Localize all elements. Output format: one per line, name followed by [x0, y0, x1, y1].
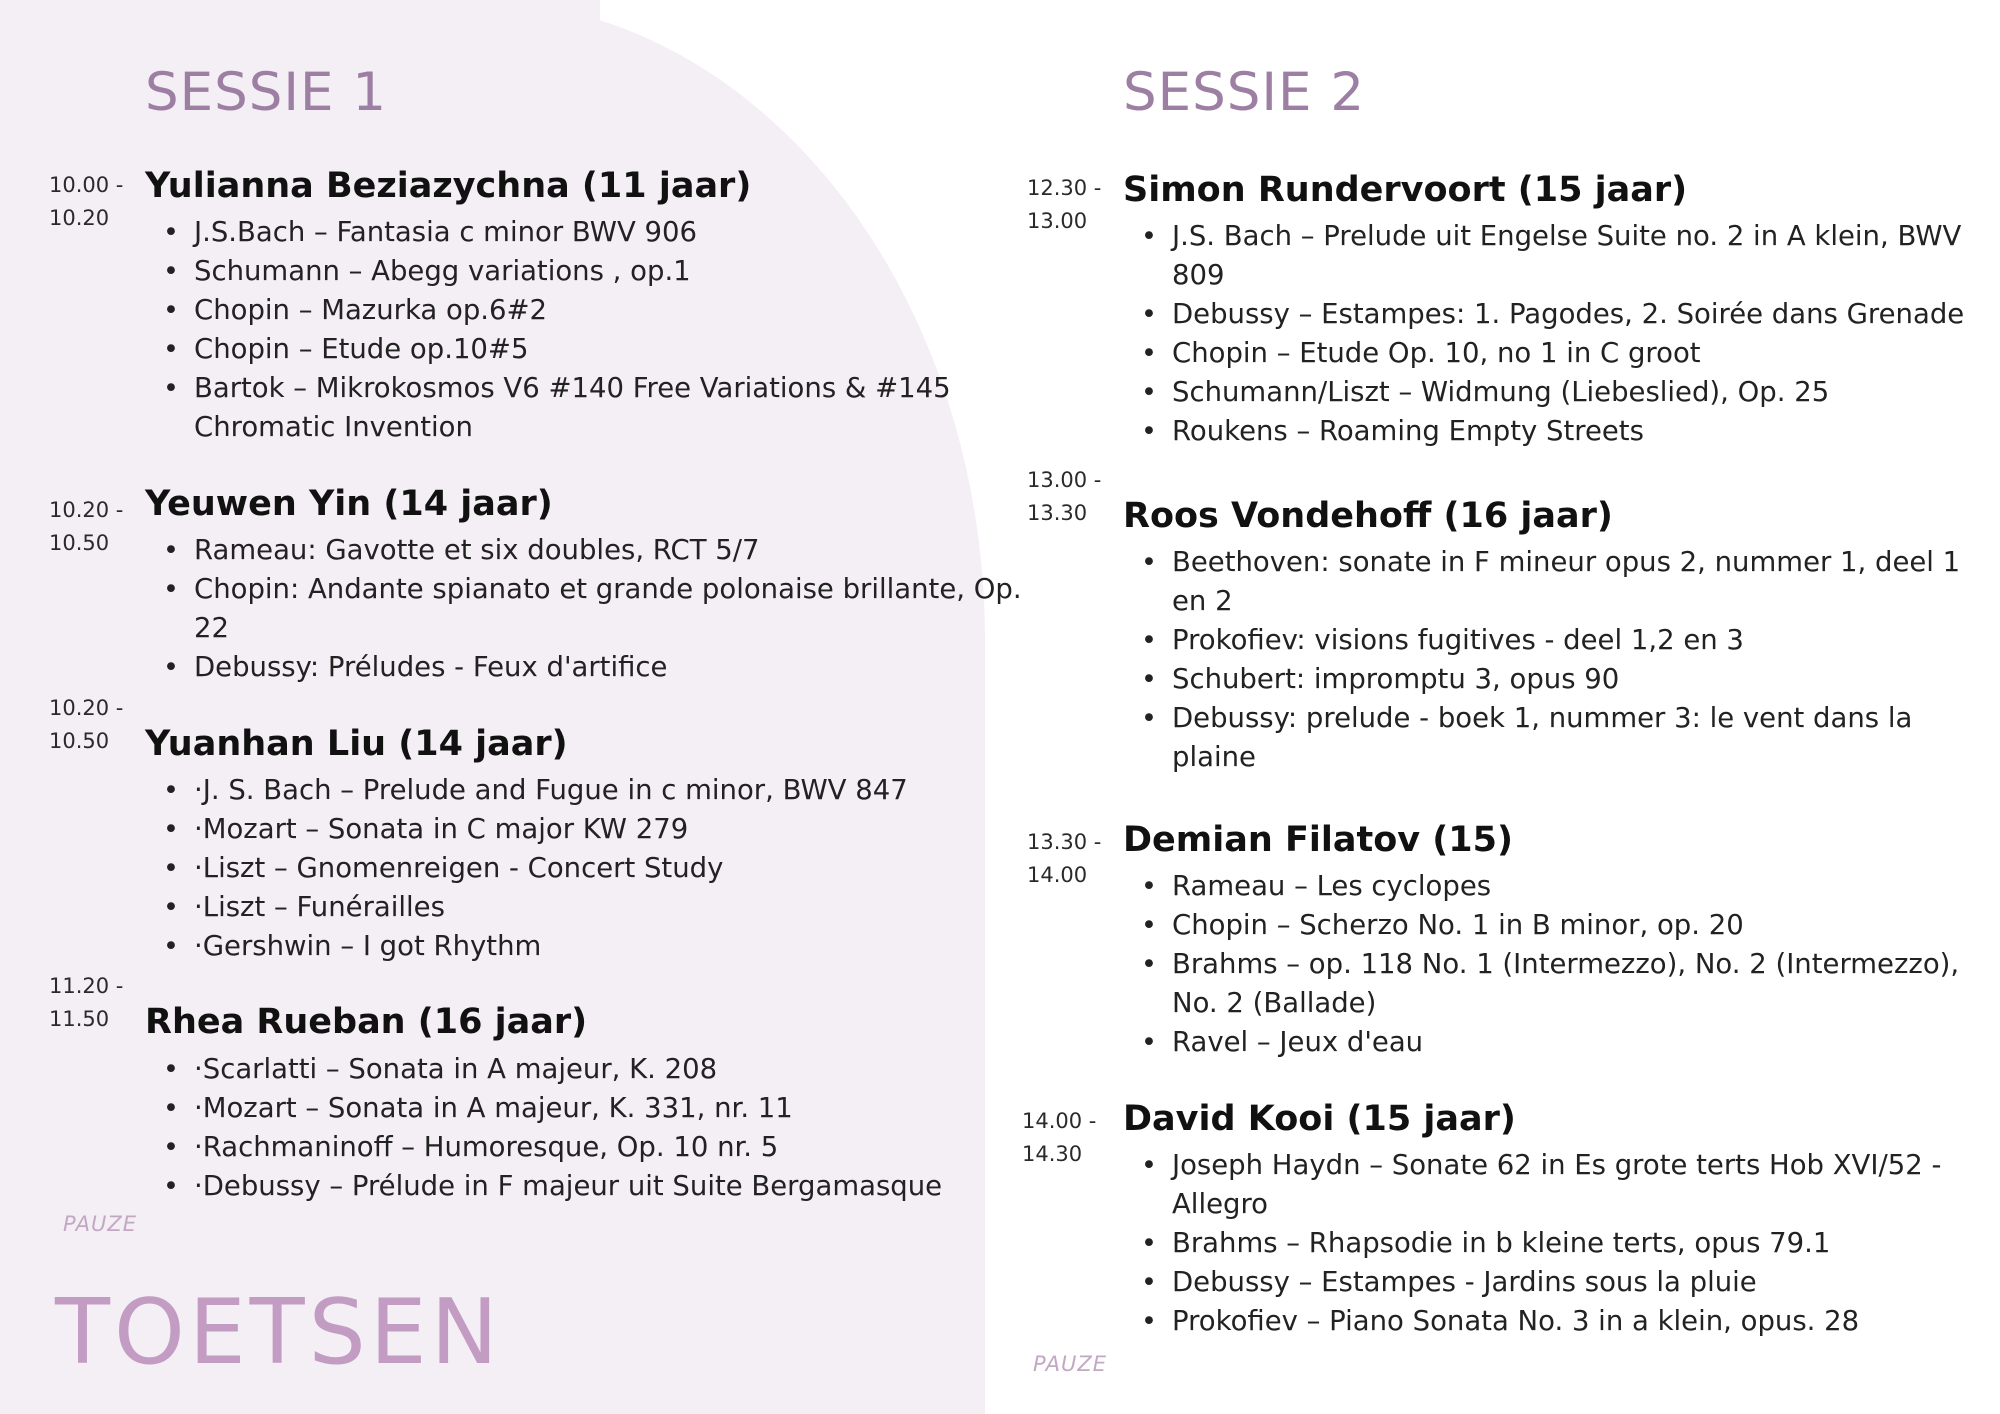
piece-item: • ·Mozart – Sonata in A majeur, K. 331, nr. 11 — [145, 1089, 1025, 1128]
piece-item: • Brahms – op. 118 No. 1 (Intermezzo), No. 2 (Intermezzo), No. 2 (Ballade) — [1123, 945, 1983, 1023]
piece-item: • ·Liszt – Gnomenreigen - Concert Study — [145, 849, 1025, 888]
piece-item: • Chopin – Etude Op. 10, no 1 in C groot — [1123, 334, 1993, 373]
piece-item: • Chopin – Scherzo No. 1 in B minor, op. 20 — [1123, 906, 1983, 945]
slot-time: 12.30 - 13.00 — [1027, 176, 1102, 233]
piece-list — [1123, 1146, 1983, 1341]
piece-item: • Schumann/Liszt – Widmung (Liebeslied), Op. 25 — [1123, 373, 1993, 412]
piece-list — [1123, 867, 1983, 1062]
performer-name: Roos Vondehoff (16 jaar) — [1123, 496, 1613, 536]
piece-item: • Debussy – Estampes - Jardins sous la pluie — [1123, 1263, 1983, 1302]
slot-time: 14.00 - 14.30 — [1022, 1109, 1097, 1166]
session-2-title: SESSIE 2 — [1123, 62, 1366, 123]
performer-name: Yeuwen Yin (14 jaar) — [145, 484, 553, 524]
piece-list — [145, 1050, 1025, 1206]
performer-name: Demian Filatov (15) — [1123, 820, 1513, 860]
piece-item: • ·Debussy – Prélude in F majeur uit Suite Bergamasque — [145, 1167, 1025, 1206]
piece-list — [1123, 543, 1983, 777]
slot-time: 13.30 - 14.00 — [1027, 830, 1102, 887]
piece-item: • Rameau: Gavotte et six doubles, RCT 5/7 — [145, 531, 1025, 570]
piece-item: • Prokofiev – Piano Sonata No. 3 in a klein, opus. 28 — [1123, 1302, 1983, 1341]
session-1-title: SESSIE 1 — [145, 62, 388, 123]
piece-list — [145, 531, 1025, 687]
pauze-label: PAUZE — [63, 1212, 138, 1236]
piece-list — [145, 213, 1025, 447]
piece-item: • ·Mozart – Sonata in C major KW 279 — [145, 810, 1025, 849]
piece-item: • Chopin – Mazurka op.6#2 — [145, 291, 1025, 330]
piece-item: • Debussy – Estampes: 1. Pagodes, 2. Soirée dans Grenade — [1123, 295, 1993, 334]
performer-name: Yulianna Beziazychna (11 jaar) — [145, 166, 752, 206]
piece-item: • ·Rachmaninoff – Humoresque, Op. 10 nr. 5 — [145, 1128, 1025, 1167]
piece-item: • Prokofiev: visions fugitives - deel 1,2 en 3 — [1123, 621, 1983, 660]
piece-item: • Chopin – Etude op.10#5 — [145, 330, 1025, 369]
piece-item: • ·J. S. Bach – Prelude and Fugue in c minor, BWV 847 — [145, 771, 1025, 810]
piece-item: • Chopin: Andante spianato et grande polonaise brillante, Op. 22 — [145, 570, 1025, 648]
piece-item: • J.S.Bach – Fantasia c minor BWV 906 — [145, 213, 1025, 252]
slot-time: 10.00 - 10.20 — [49, 173, 124, 230]
piece-list — [145, 771, 1025, 966]
piece-item: • Schubert: impromptu 3, opus 90 — [1123, 660, 1983, 699]
piece-list — [1123, 217, 1993, 451]
piece-item: • Ravel – Jeux d'eau — [1123, 1023, 1983, 1062]
piece-item: • J.S. Bach – Prelude uit Engelse Suite no. 2 in A klein, BWV 809 — [1123, 217, 1993, 295]
piece-item: • Roukens – Roaming Empty Streets — [1123, 412, 1993, 451]
piece-item: • ·Scarlatti – Sonata in A majeur, K. 208 — [145, 1050, 1025, 1089]
piece-item: • Debussy: Préludes - Feux d'artifice — [145, 648, 1025, 687]
piece-item: • Schumann – Abegg variations , op.1 — [145, 252, 1025, 291]
performer-name: Simon Rundervoort (15 jaar) — [1123, 170, 1688, 210]
piece-item: • ·Gershwin – I got Rhythm — [145, 927, 1025, 966]
piece-item: • Joseph Haydn – Sonate 62 in Es grote terts Hob XVI/52 - Allegro — [1123, 1146, 1983, 1224]
piece-item: • Debussy: prelude - boek 1, nummer 3: le vent dans la plaine — [1123, 699, 1983, 777]
piece-item: • Brahms – Rhapsodie in b kleine terts, opus 79.1 — [1123, 1224, 1983, 1263]
slot-time: 13.00 - 13.30 — [1027, 468, 1102, 525]
performer-name: Rhea Rueban (16 jaar) — [145, 1002, 588, 1042]
performer-name: Yuanhan Liu (14 jaar) — [145, 724, 568, 764]
piece-item: • ·Liszt – Funérailles — [145, 888, 1025, 927]
piece-item: • Rameau – Les cyclopes — [1123, 867, 1983, 906]
slot-time: 11.20 - 11.50 — [49, 974, 124, 1031]
performer-name: David Kooi (15 jaar) — [1123, 1099, 1516, 1139]
piece-item: • Beethoven: sonate in F mineur opus 2, nummer 1, deel 1 en 2 — [1123, 543, 1983, 621]
piece-item: • Bartok – Mikrokosmos V6 #140 Free Variations & #145 Chromatic Invention — [145, 369, 1025, 447]
brand-title: TOETSEN — [55, 1280, 502, 1385]
pauze-label: PAUZE — [1033, 1352, 1108, 1376]
slot-time: 10.20 - 10.50 — [49, 498, 124, 555]
slot-time: 10.20 - 10.50 — [49, 696, 124, 753]
